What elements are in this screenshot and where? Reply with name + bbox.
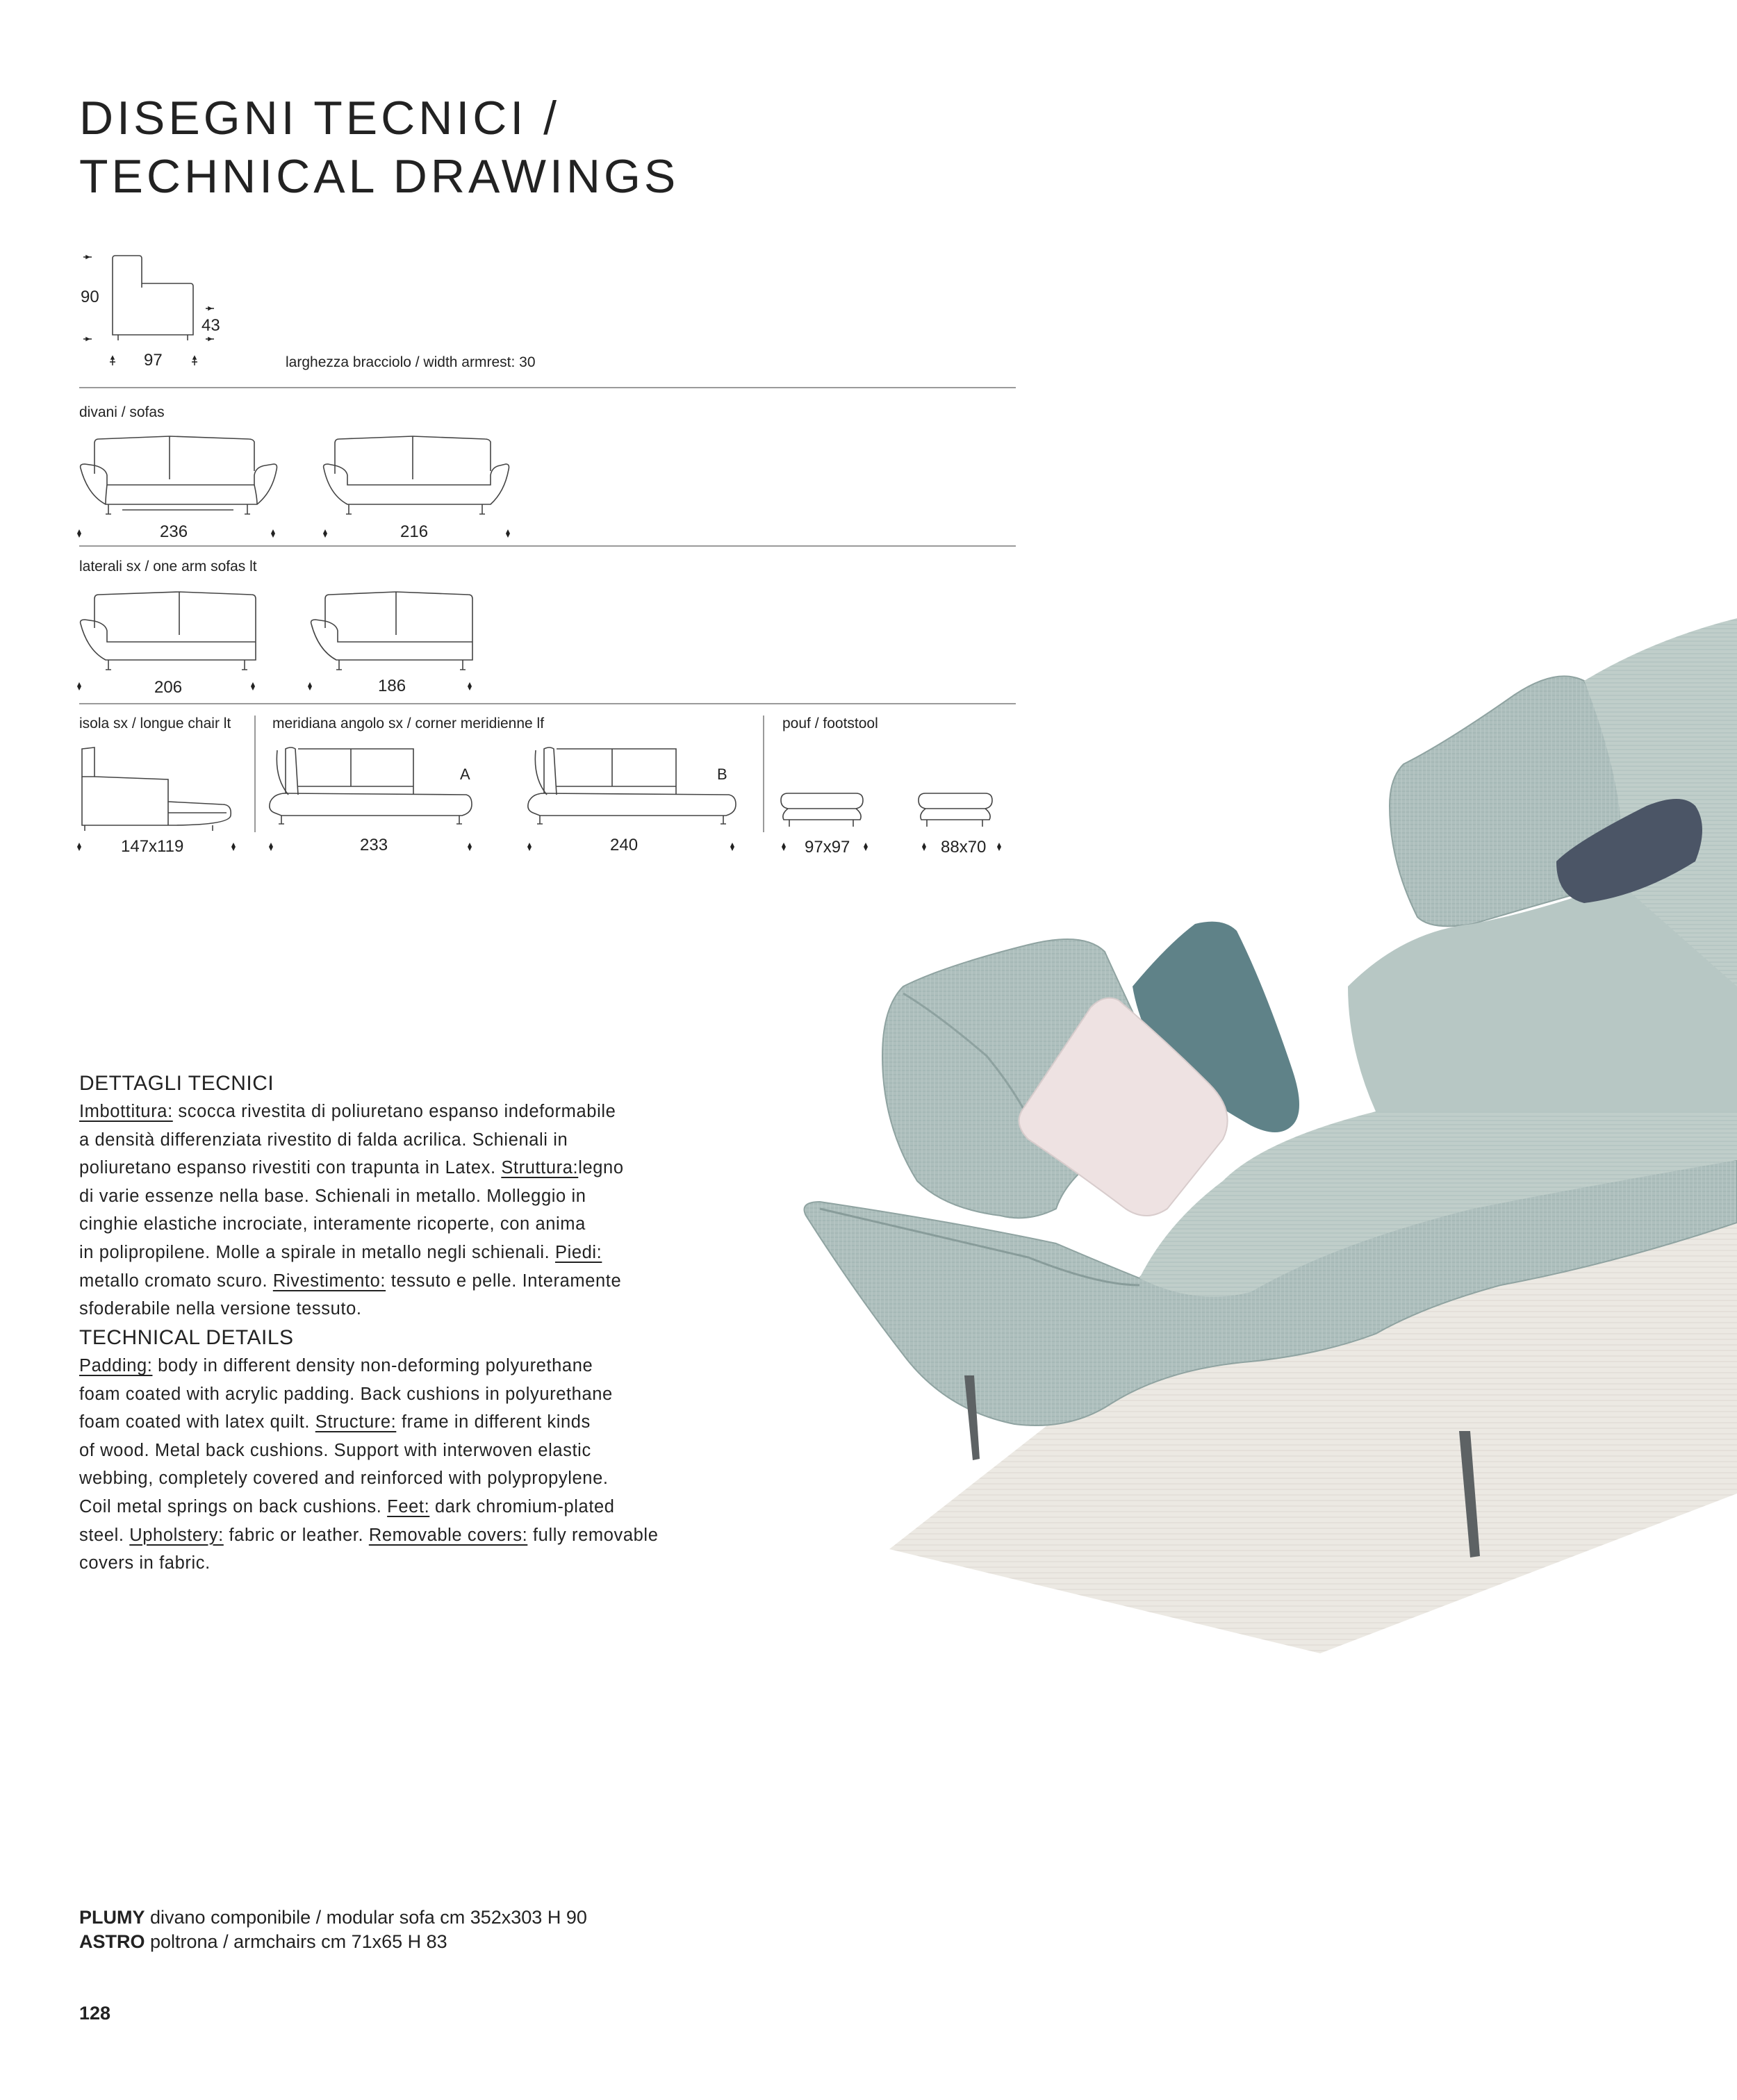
text-segment: of wood. Metal back cushions. Support with interwoven elastic [79,1440,591,1460]
plumy-description: divano componibile / modular sofa cm 352x303 H 90 [145,1907,587,1928]
technical-details-it [79,1070,705,1323]
text-segment: foam coated with latex quilt. [79,1412,315,1432]
page-number: 128 [79,2003,111,2024]
one-arm-186-drawing [308,588,475,681]
text-segment: fully removable [527,1525,659,1545]
text-segment: in polipropilene. Molle a spirale in metallo negli schienali. [79,1242,555,1262]
sofa-236-width-label: 236 [160,522,188,541]
text-line [79,1380,705,1409]
text-segment: scocca rivestita di poliuretano espanso indeformabile [172,1102,616,1121]
underlined-term: Upholstery: [129,1525,224,1545]
text-line [79,1239,705,1267]
underlined-term: Structure: [315,1412,397,1432]
one-arm-206-width-label: 206 [154,678,183,697]
text-segment: webbing, completely covered and reinforced with polypropylene. [79,1469,609,1489]
astro-description: poltrona / armchairs cm 71x65 H 83 [145,1931,447,1952]
text-segment: body in different density non-deforming polyurethane [152,1356,593,1375]
longue-chair-drawing [78,743,238,834]
underlined-term: Removable covers: [368,1525,528,1545]
divider-line [79,387,1016,388]
armrest-width-note: larghezza bracciolo / width armrest: 30 [286,354,536,370]
text-segment: cinghie elastiche incrociate, interamente ricoperte, con anima [79,1214,586,1234]
column-divider [763,716,764,832]
text-line [79,1154,705,1182]
details-en-title: TECHNICAL DETAILS [79,1326,294,1349]
column-divider [254,716,256,832]
title-line-en: TECHNICAL DRAWINGS [79,150,680,203]
underlined-term: Imbottitura: [79,1102,173,1121]
one-arm-dimension-arrows [76,678,479,695]
sofa-216-drawing [321,432,512,526]
underlined-term: Piedi: [554,1242,602,1262]
armchair-seat-height-label: 43 [201,316,220,335]
pouf-section-label: pouf / footstool [782,716,878,731]
text-line [79,1437,705,1465]
text-line [79,1126,705,1155]
text-line [79,1210,705,1239]
one-arm-186-width-label: 186 [378,677,406,695]
text-line [79,1521,705,1550]
astro-name: ASTRO [79,1931,145,1952]
details-en-body [79,1352,705,1578]
text-line [79,1295,705,1323]
armchair-height-label: 90 [81,288,99,306]
meridienne-b-width-label: 240 [610,836,639,854]
text-segment: frame in different kinds [396,1412,591,1432]
details-it-body [79,1098,705,1323]
text-segment: foam coated with acrylic padding. Back cushions in polyurethane [79,1384,613,1404]
text-line [79,1549,705,1578]
text-segment: tessuto e pelle. Interamente [386,1271,622,1291]
text-line [79,1098,705,1126]
underlined-term: Padding: [79,1356,153,1375]
text-line [79,1493,705,1521]
underlined-term: Struttura: [501,1158,579,1178]
credit-astro [79,1930,587,1954]
page-title [79,89,679,206]
sofa-product-photo [778,597,1737,1681]
text-segment: poliuretano espanso rivestiti con trapunta in Latex. [79,1158,502,1178]
text-segment: fabric or leather. [223,1525,369,1545]
sofa-236-drawing [78,432,279,526]
text-line [79,1182,705,1211]
underlined-term: Feet: [387,1496,430,1516]
underlined-term: Rivestimento: [272,1271,386,1291]
pouf-88-size-label: 88x70 [941,838,987,857]
text-segment: covers in fabric. [79,1553,211,1573]
credit-plumy [79,1905,587,1930]
text-segment: legno [578,1158,624,1178]
title-line-it: DISEGNI TECNICI / [79,92,561,144]
meridienne-a-width-label: 233 [360,836,388,854]
text-line [79,1464,705,1493]
sofas-section-label: divani / sofas [79,404,165,420]
meridienne-b-drawing [526,743,741,834]
product-credits [79,1905,587,1954]
text-segment: metallo cromato scuro. [79,1271,273,1291]
pouf-97-size-label: 97x97 [805,838,850,857]
text-line [79,1408,705,1437]
divider-line [79,545,1016,547]
text-segment: steel. [79,1525,130,1545]
one-arm-206-drawing [78,588,258,681]
text-segment: dark chromium-plated [429,1496,615,1516]
sofas-dimension-arrows [76,525,521,542]
meridienne-b-letter: B [717,766,727,783]
text-line [79,1352,705,1380]
meridienne-a-letter: A [460,766,470,783]
longue-section-label: isola sx / longue chair lt [79,716,231,731]
longue-size-label: 147x119 [121,837,184,856]
text-segment: sfoderabile nella versione tessuto. [79,1299,362,1319]
text-segment: a densità differenziata rivestito di falda acrilica. Schienali in [79,1130,568,1150]
meridienne-a-drawing [267,743,476,834]
text-line [79,1267,705,1296]
armchair-depth-label: 97 [144,351,163,370]
text-segment: Coil metal springs on back cushions. [79,1496,388,1516]
one-arm-section-label: laterali sx / one arm sofas lt [79,559,257,574]
technical-details-en [79,1324,705,1578]
sofa-216-width-label: 216 [400,522,429,541]
text-segment: di varie essenze nella base. Schienali in metallo. Molleggio in [79,1186,586,1206]
plumy-name: PLUMY [79,1907,145,1928]
meridienne-section-label: meridiana angolo sx / corner meridienne lf [272,716,545,731]
details-it-title: DETTAGLI TECNICI [79,1072,274,1095]
